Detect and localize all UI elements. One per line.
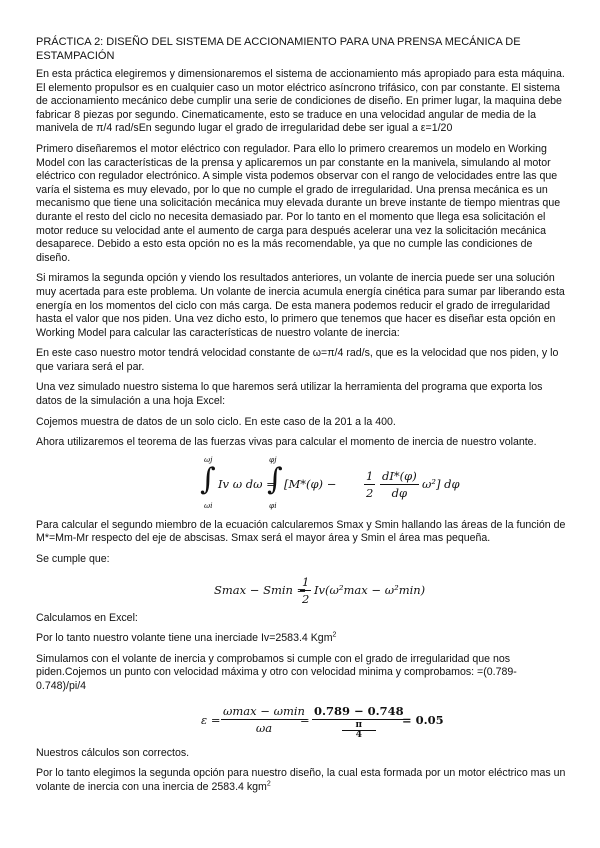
paragraph-motor-regulator: Primero diseñaremos el motor eléctrico con regulador. Para ello lo primero crearemos un modelo en Working Model con las características de la prensa y aplicaremos un par constante en la manivela, simulando al motor eléctrico con regulador electrónico. A simple vista podemos observar con el rango de velocidades entre las que varía el sistema es muy elevado, por lo que no cumple el grado de irregularidad. Una prensa mecánica es un mecanismo que tiene una solicitación mecánica muy elevada durante un breve instante de tiempo mientras que durante el resto del ciclo no necesita demasiado par. Por lo tanto en el momento que llega esa solicitación el motor reduce su velocidad ante el aumento de carga para después acelerar una vez la solicitación mecánica desaparece. Debido a esto esta opción no es la más recomendable, ya que no cumple las condiciones de diseño. <box>36 142 561 264</box>
paragraph-theorem: Ahora utilizaremos el teorema de las fuerzas vivas para calcular el momento de inercia de nuestro volante. <box>36 436 537 449</box>
equation-energy-theorem <box>36 454 566 513</box>
paragraph-flywheel: Si miramos la segunda opción y viendo los resultados anteriores, un volante de inercia puede ser una solución muy acertada para este problema. Un volante de inercia acumula energía cinética para sumar par liberando esta energía en los momentos del ciclo con más carga. De esta manera podemos reducir el grado de irregularidad hasta el valor que nos piden. Una vez dicho esto, lo primero que tenemos que hacer es diseñar esta opción en Working Model para calcular las características de nuestro volante de inercia: <box>36 272 565 339</box>
equation-energy-difference <box>36 574 566 606</box>
paragraph-smax-smin: Para calcular el segundo miembro de la ecuación calcularemos Smax y Smin hallando las áreas de la función de M*=Mm-Mr respecto del eje de abscisas. Smax será el mayor área y Smin el área mas pequeña. <box>36 518 566 545</box>
paragraph-constant-speed: En este caso nuestro motor tendrá velocidad constante de ω=π/4 rad/s, que es la velocidad que nos piden, y lo que variara será el par. <box>36 347 559 373</box>
integral-lower-limit: ωi <box>204 500 213 510</box>
document-page <box>36 36 566 801</box>
equation-irregularity <box>36 701 566 741</box>
fraction-denominator: ωa <box>255 720 273 735</box>
integral-upper-limit: ωj <box>204 454 213 464</box>
fraction-denominator <box>312 720 406 740</box>
fraction-numerator: 1 <box>302 574 310 589</box>
fraction-derivative <box>380 469 419 500</box>
integrand-bracket-close: ω²] dφ <box>422 476 460 491</box>
fraction-omega <box>221 704 307 735</box>
four-digit: 4 <box>355 729 362 740</box>
integral-lower-limit: φi <box>269 500 277 510</box>
conclusion-text: Por lo tanto elegimos la segunda opción para nuestro diseño, la cual esta formada por un motor eléctrico mas un volante de inercia con una inercia de 2583.4 kgm <box>36 767 566 793</box>
fraction-denominator: 2 <box>366 485 374 500</box>
fraction-half <box>364 469 375 500</box>
paragraph-conclusion <box>36 767 566 794</box>
integrand-bracket-open: [M*(φ) − <box>284 476 337 491</box>
paragraph-cumple: Se cumple que: <box>36 553 110 566</box>
equals-sign: = <box>300 712 310 727</box>
integral-upper-limit: φj <box>269 454 277 464</box>
paragraph-sample: Cojemos muestra de datos de un solo ciclo. En este caso de la 201 a la 400. <box>36 415 396 428</box>
document-title: PRÁCTICA 2: DISEÑO DEL SISTEMA DE ACCIONAMIENTO PARA UNA PRENSA MECÁNICA DE ESTAMPACIÓN <box>36 36 521 62</box>
superscript: 2 <box>266 780 271 788</box>
fraction-numerator: 1 <box>366 468 374 483</box>
inertia-result-text: Por lo tanto nuestro volante tiene una inerciade Iv=2583.4 Kgm <box>36 632 333 645</box>
fraction-numerator: dI*(φ) <box>382 468 417 483</box>
pi-symbol: π <box>342 721 376 731</box>
fraction-denominator: dφ <box>391 485 408 500</box>
integral-sign: ∫ <box>267 461 283 497</box>
integrand-left: Iv ω dω = <box>218 476 276 491</box>
fraction-numerator: 0.789 − 0.748 <box>314 703 404 718</box>
equation-result: = 0.05 <box>402 712 444 727</box>
fraction-half <box>300 575 311 606</box>
equation-rhs: Iv(ω²max − ω²min) <box>314 582 426 597</box>
paragraph-correct: Nuestros cálculos son correctos. <box>36 746 190 759</box>
fraction-denominator: 2 <box>302 591 310 606</box>
integral-sign: ∫ <box>200 461 216 497</box>
paragraph-intro: En esta práctica elegiremos y dimensionaremos el sistema de accionamiento más apropiado para esta máquina. El elemento propulsor es en cualquier caso un motor eléctrico asíncrono trifásico, con par constante. El sistema de accionamiento mecánico debe cumplir una serie de condiciones de diseño. En primer lugar, la maquina debe fabricar 8 piezas por segundo. Cinematicamente, esto se traduce en una velocidad angular de media de la manivela de π/4 rad/sEn segundo lugar el grado de irregularidad debe ser igual a ε=1/20 <box>36 68 565 135</box>
superscript: 2 <box>332 631 337 639</box>
paragraph-export: Una vez simulado nuestro sistema lo que haremos será utilizar la herramienta del programa que exporta los datos de la simulación a una hoja Excel: <box>36 381 543 408</box>
fraction-numerator: ωmax − ωmin <box>223 703 305 718</box>
equation-lhs: ε = <box>201 712 221 727</box>
paragraph-simulation-check: Simulamos con el volante de inercia y comprobamos si cumple con el grado de irregularidad que nos piden.Cojemos un punto con velocidad máxima y otro con velocidad minima y comprobamos: =(0.789-0.748)/pi/4 <box>36 652 517 692</box>
fraction-values <box>312 704 406 740</box>
paragraph-excel: Calculamos en Excel: <box>36 611 138 624</box>
paragraph-inertia-result <box>36 632 566 646</box>
equation-lhs: Smax − Smin = <box>214 582 307 597</box>
